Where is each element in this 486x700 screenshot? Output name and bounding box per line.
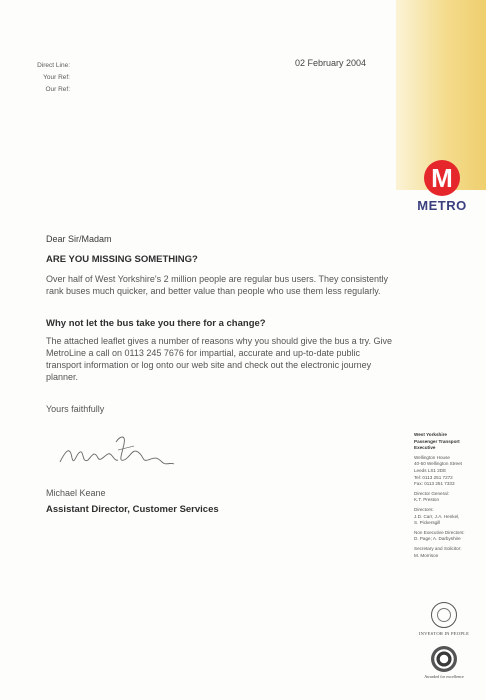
investor-in-people-label: INVESTOR IN PEOPLE — [418, 631, 470, 636]
letter-date: 02 February 2004 — [295, 58, 367, 68]
heading-take-the-bus: Why not let the bus take you there for a change? — [46, 318, 266, 329]
heading-missing-something: ARE YOU MISSING SOMETHING? — [46, 254, 198, 265]
signatory-title: Assistant Director, Customer Services — [46, 504, 219, 515]
our-ref-label: Our Ref: — [45, 86, 70, 93]
non-executive-names: D. Page; A. Darbyshire — [414, 536, 461, 542]
organisation-name — [414, 432, 482, 452]
org-line-2: Passenger Transport — [414, 438, 460, 444]
org-line-3: Executive — [414, 445, 436, 451]
fax: Fax: 0113 251 7333 — [414, 481, 455, 487]
address-block — [414, 455, 482, 488]
paragraph-leaflet: The attached leaflet gives a number of reasons why you should give the bus a try. Give MetroLine a call on 0113 245 7676 for impartial, accurate and up-to-date public transport information or log onto our web site and check out the electronic journey planner. — [46, 336, 393, 382]
directors-names: S. Pickersgill — [414, 520, 441, 526]
address-line: Leeds LS1 2DE — [414, 467, 447, 473]
award-seal-icon — [431, 646, 457, 672]
metro-logo-mark: M — [424, 160, 460, 196]
secretary-name: M. Morrison — [414, 552, 439, 558]
signatory-name: Michael Keane — [46, 488, 106, 498]
closing-line: Yours faithfully — [46, 404, 105, 414]
directors-label: Directors: — [414, 506, 434, 512]
excellence-award-badge — [418, 646, 470, 679]
paragraph-bus-users: Over half of West Yorkshire's 2 million people are regular bus users. They consistently rank buses much quicker, and better value than people who use them less regularly. — [46, 274, 389, 296]
directors-names: J.D. Carr, J.A. Henkel, — [414, 513, 460, 519]
investor-in-people-badge — [404, 602, 484, 636]
secretary-label: Secretary and Solicitor: — [414, 545, 462, 551]
directors-block — [414, 507, 482, 527]
address-line: 40-50 Wellington Street — [414, 461, 462, 467]
investor-in-people-icon — [431, 602, 457, 628]
reference-labels — [14, 60, 70, 96]
your-ref-label: Your Ref: — [43, 74, 70, 81]
handwritten-signature — [58, 432, 178, 474]
telephone: Tel: 0113 251 7272 — [414, 474, 453, 480]
salutation: Dear Sir/Madam — [46, 234, 112, 244]
secretary-block — [414, 546, 482, 559]
director-general-block — [414, 491, 482, 504]
non-executive-block — [414, 530, 482, 543]
award-label: Awarded for excellence — [424, 674, 464, 679]
metro-logo — [409, 160, 475, 213]
director-general-name: K.T. Preston — [414, 497, 440, 503]
non-executive-label: Non Executive Directors: — [414, 529, 465, 535]
address-line: Wellington House — [414, 454, 450, 460]
company-sidebar — [414, 432, 482, 562]
org-line-1: West Yorkshire — [414, 432, 447, 437]
metro-logo-text: METRO — [417, 198, 467, 213]
director-general-label: Director General: — [414, 490, 449, 496]
direct-line-label: Direct Line: — [37, 62, 70, 69]
